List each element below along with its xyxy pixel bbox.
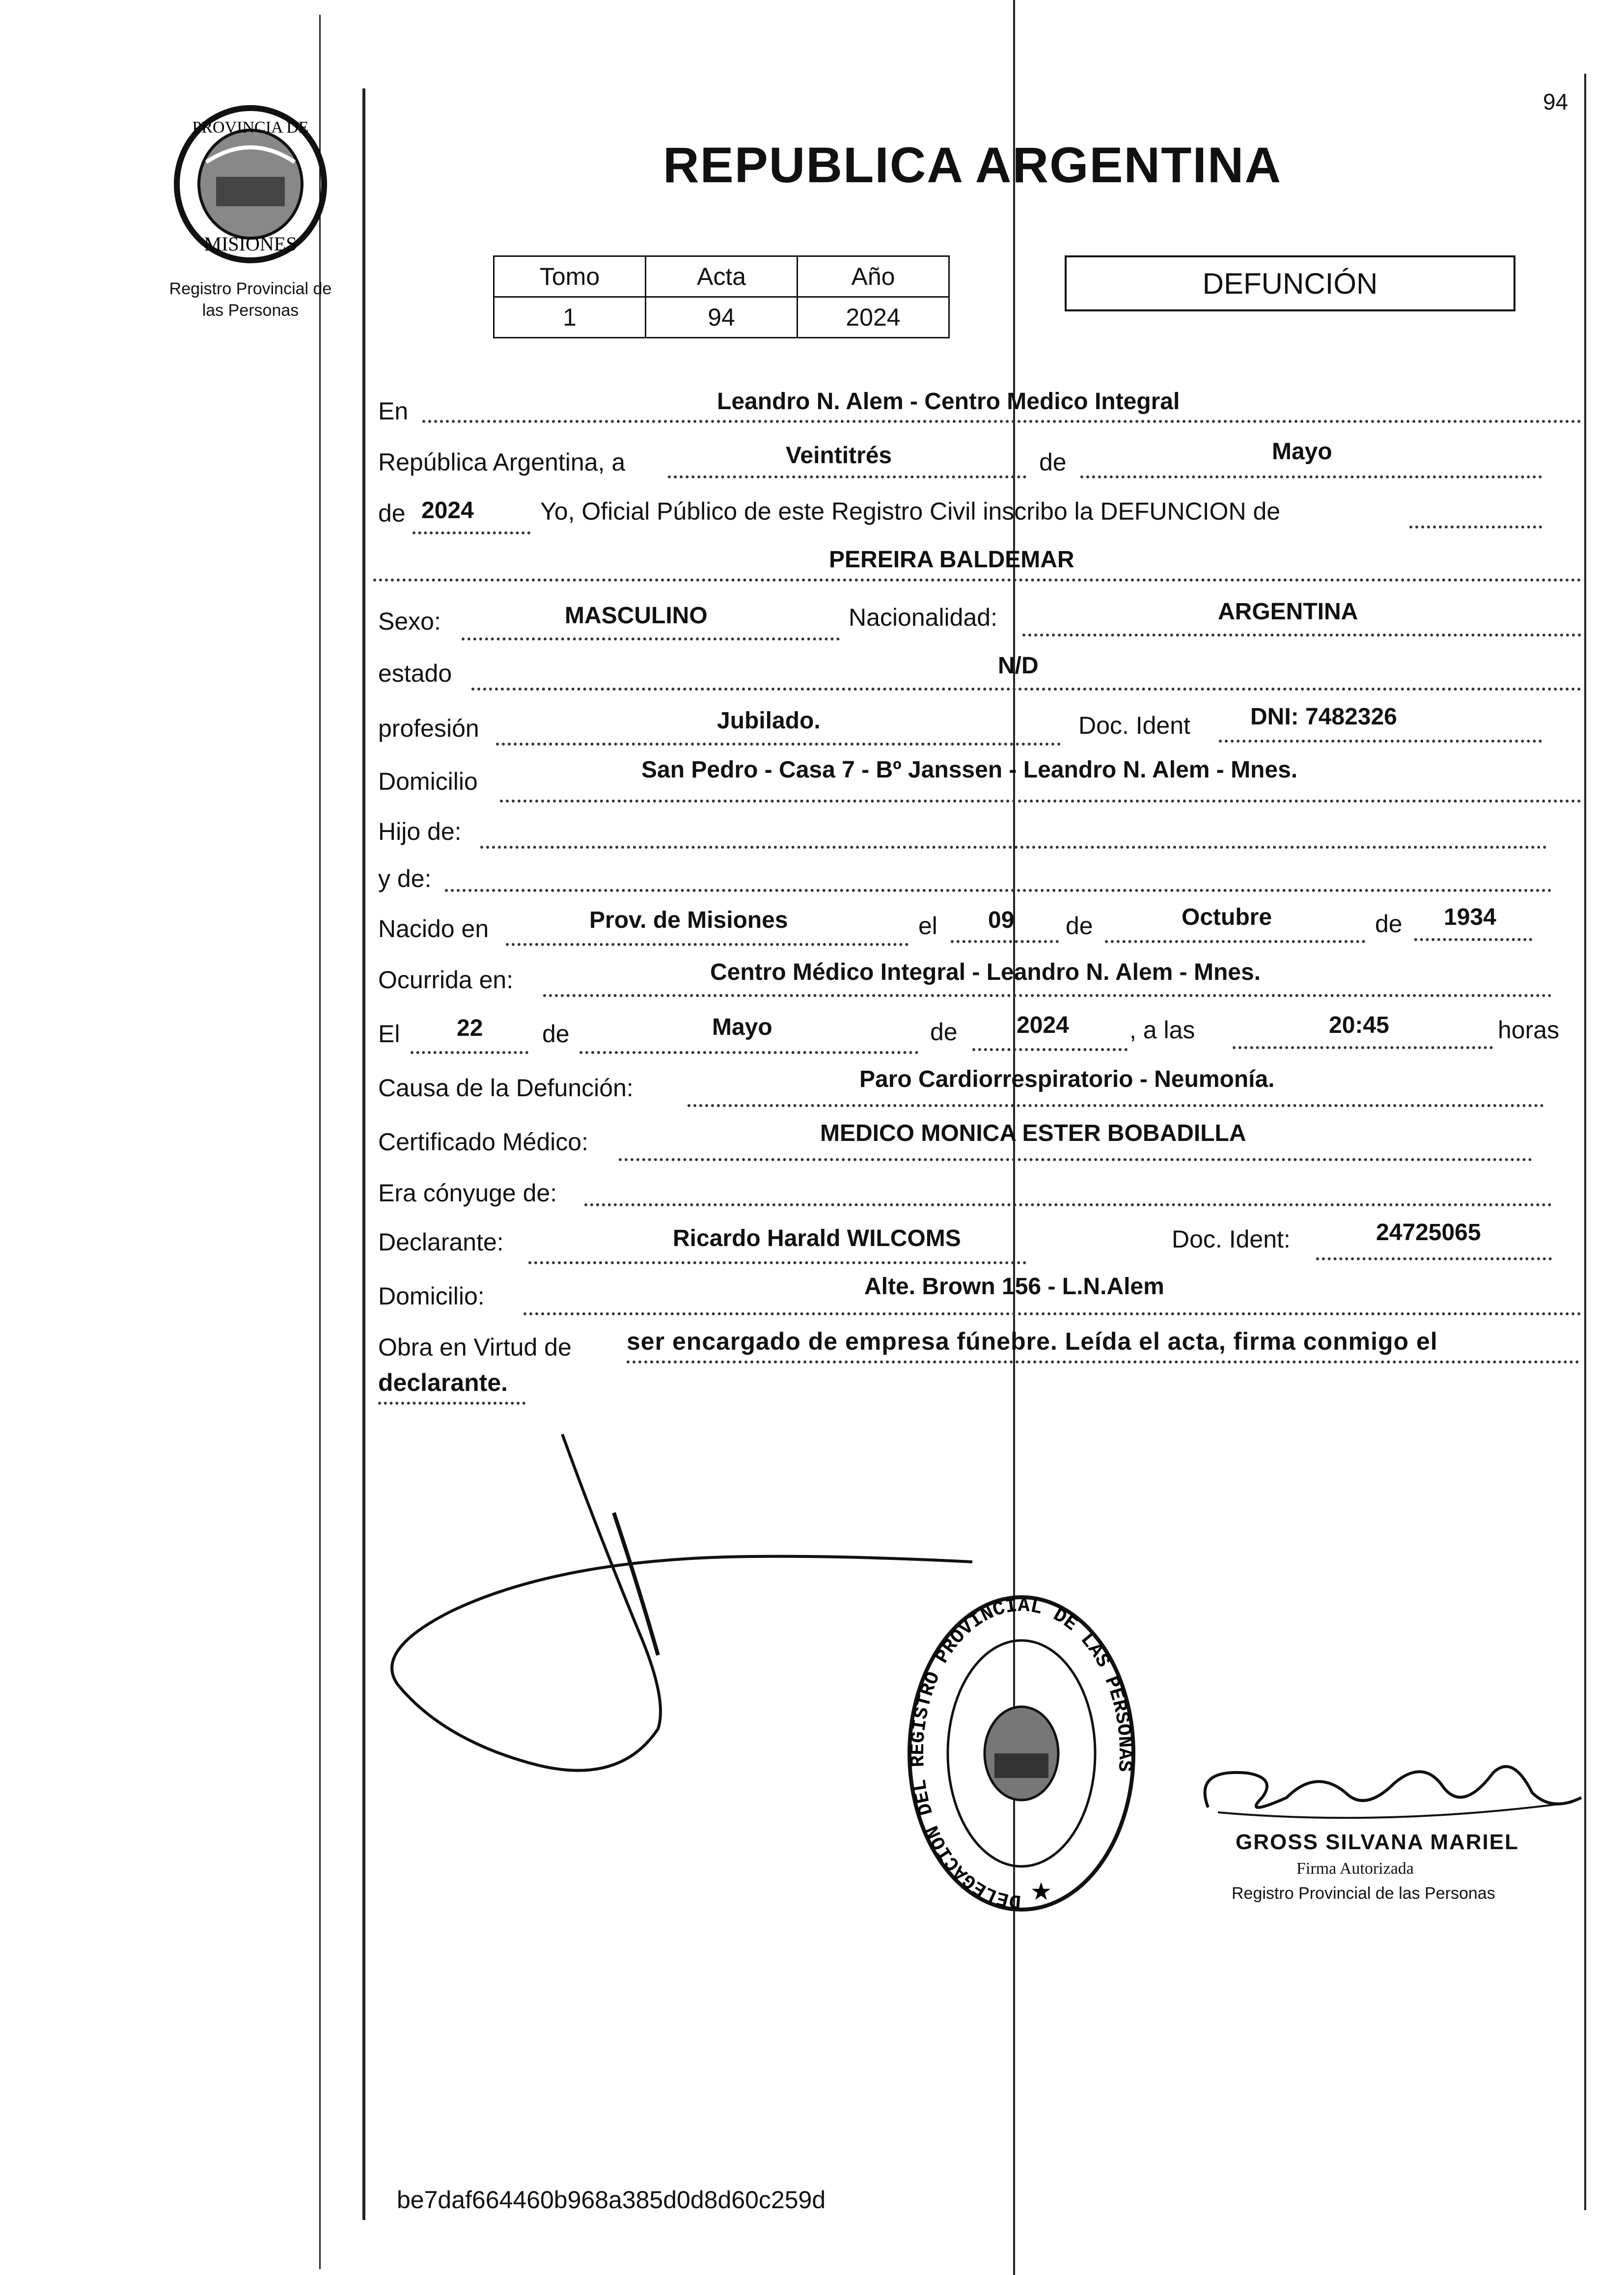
label-y-de: y de:: [378, 865, 432, 892]
official-stamp-line3: Registro Provincial de las Personas: [1232, 1884, 1495, 1903]
label-obra: Obra en Virtud de: [378, 1333, 572, 1361]
star-icon: ★: [1030, 1878, 1052, 1905]
label-en: En: [378, 397, 409, 425]
table-row: [494, 256, 949, 297]
label-declarante: Declarante:: [378, 1228, 504, 1256]
label-nacionalidad: Nacionalidad:: [849, 604, 997, 631]
ocurrida-value: Centro Médico Integral - Leandro N. Alem - Mnes.: [710, 959, 1261, 985]
dotted-line: [496, 743, 1061, 746]
registry-label-line2: las Personas: [202, 301, 299, 320]
inscribo-text: Yo, Oficial Público de este Registro Civil inscribo la DEFUNCION de: [540, 498, 1281, 525]
death-year-value: 2024: [1017, 1012, 1069, 1038]
label-profesion: profesión: [378, 715, 479, 742]
causa-value: Paro Cardiorrespiratorio - Neumonía.: [859, 1066, 1275, 1092]
dotted-line: [1414, 938, 1532, 941]
dotted-line: [1409, 526, 1542, 528]
label-sexo: Sexo:: [378, 608, 441, 635]
label-el: El: [378, 1020, 400, 1048]
page-number: 94: [1543, 89, 1569, 114]
day-text-value: Veintitrés: [786, 443, 892, 469]
acta-header-anio: Año: [798, 256, 949, 297]
dotted-line: [411, 1051, 528, 1054]
year-value: 2024: [421, 498, 474, 524]
certificado-value: MEDICO MONICA ESTER BOBADILLA: [820, 1120, 1246, 1146]
dotted-line: [579, 1051, 918, 1054]
nacionalidad-value: ARGENTINA: [1218, 599, 1358, 625]
dotted-line: [543, 994, 1552, 997]
label-de: de: [930, 1018, 958, 1046]
dotted-line: [627, 1360, 1579, 1363]
official-stamp-line2: Firma Autorizada: [1296, 1859, 1414, 1878]
dotted-line: [445, 889, 1552, 892]
dotted-line: [471, 688, 1581, 691]
label-horas: horas: [1498, 1016, 1560, 1044]
label-de: de: [1066, 912, 1093, 940]
label-de: de: [378, 499, 406, 527]
registry-label: [147, 278, 354, 321]
province-emblem-icon: [162, 103, 339, 265]
dotted-line: [668, 475, 1026, 478]
dotted-line: [1219, 740, 1542, 743]
domicilio-declarante-value: Alte. Brown 156 - L.N.Alem: [864, 1274, 1164, 1300]
declarante-value: Ricardo Harald WILCOMS: [673, 1225, 961, 1251]
acta-header-tomo: Tomo: [494, 256, 646, 297]
emblem-text-bottom: MISIONES: [204, 233, 297, 255]
death-time-value: 20:45: [1329, 1012, 1389, 1038]
dotted-line: [619, 1158, 1532, 1161]
form-border-line: [362, 88, 365, 2220]
label-de: de: [1039, 448, 1067, 476]
sexo-value: MASCULINO: [565, 603, 708, 629]
label-domicilio-declarante: Domicilio:: [378, 1282, 485, 1310]
deceased-name-value: PEREIRA BALDEMAR: [829, 547, 1074, 573]
dotted-line: [506, 943, 908, 946]
dotted-line: [1080, 475, 1542, 478]
birthplace-value: Prov. de Misiones: [589, 907, 788, 933]
label-estado: estado: [378, 660, 452, 687]
dotted-line: [951, 940, 1059, 943]
acta-header-acta: Acta: [646, 256, 798, 297]
birth-day-value: 09: [988, 907, 1015, 933]
dotted-line: [422, 420, 1581, 423]
emblem-text-top: PROVINCIA DE: [192, 118, 309, 137]
death-month-value: Mayo: [712, 1014, 772, 1040]
label-el: el: [918, 912, 937, 940]
registry-seal: [899, 1591, 1144, 1935]
label-causa: Causa de la Defunción:: [378, 1074, 633, 1102]
label-domicilio: Domicilio: [378, 768, 478, 795]
dotted-line: [480, 846, 1547, 849]
dotted-line: [378, 1402, 525, 1405]
dotted-line: [1022, 634, 1581, 637]
dotted-line: [688, 1104, 1544, 1107]
obra-value-line2: declarante.: [378, 1369, 508, 1396]
label-hijo: Hijo de:: [378, 818, 462, 845]
dotted-line: [1233, 1046, 1493, 1049]
acta-value-anio: 2024: [798, 297, 949, 338]
acta-value-acta: 94: [646, 297, 798, 338]
dotted-line: [584, 1203, 1552, 1206]
document-type-box: [1065, 255, 1515, 311]
birth-month-value: Octubre: [1182, 904, 1272, 930]
label-nacido: Nacido en: [378, 915, 489, 943]
dotted-line: [500, 800, 1581, 803]
dotted-line: [523, 1312, 1581, 1315]
seal-ring-text: DELEGACION DEL REGISTRO PROVINCIAL DE LAS PERSONAS: [907, 1595, 1136, 1912]
doc-ident-value: DNI: 7482326: [1250, 704, 1397, 730]
birth-year-value: 1934: [1444, 904, 1496, 930]
document-type: DEFUNCIÓN: [1202, 267, 1378, 300]
death-day-value: 22: [457, 1015, 483, 1041]
margin-line: [319, 15, 321, 2269]
official-signature: [1188, 1739, 1591, 1837]
acta-table: [493, 255, 950, 338]
label-de: de: [542, 1020, 570, 1048]
decl-doc-value: 24725065: [1376, 1220, 1481, 1246]
label-doc-ident: Doc. Ident: [1078, 712, 1190, 739]
label-republica: República Argentina, a: [378, 448, 626, 476]
dotted-line: [972, 1048, 1128, 1051]
dotted-line: [462, 638, 840, 640]
label-a-las: , a las: [1129, 1016, 1195, 1044]
place-value: Leandro N. Alem - Centro Medico Integral: [717, 388, 1180, 415]
page-title: REPUBLICA ARGENTINA: [663, 137, 1282, 193]
dotted-line: [413, 531, 530, 534]
label-certificado: Certificado Médico:: [378, 1128, 588, 1156]
dotted-line: [1316, 1257, 1552, 1260]
label-conyuge: Era cónyuge de:: [378, 1179, 557, 1207]
profesion-value: Jubilado.: [717, 708, 821, 734]
dotted-line: [528, 1261, 1026, 1264]
label-de: de: [1375, 910, 1403, 938]
table-row: [494, 297, 949, 338]
obra-value-line1: ser encargado de empresa fúnebre. Leída el acta, firma conmigo el: [627, 1328, 1438, 1355]
official-stamp-name: GROSS SILVANA MARIEL: [1236, 1830, 1519, 1854]
dotted-line: [373, 579, 1581, 582]
month-text-value: Mayo: [1272, 439, 1332, 465]
registry-label-line1: Registro Provincial de: [169, 279, 332, 298]
domicilio-value: San Pedro - Casa 7 - Bº Janssen - Leandro N. Alem - Mnes.: [641, 757, 1298, 783]
label-ocurrida: Ocurrida en:: [378, 966, 514, 994]
estado-value: N/D: [998, 653, 1039, 679]
right-border-line: [1584, 74, 1586, 2210]
acta-value-tomo: 1: [494, 297, 646, 338]
label-decl-doc-ident: Doc. Ident:: [1172, 1225, 1291, 1253]
document-hash: be7daf664460b968a385d0d8d60c259d: [397, 2186, 826, 2214]
dotted-line: [1105, 940, 1365, 943]
